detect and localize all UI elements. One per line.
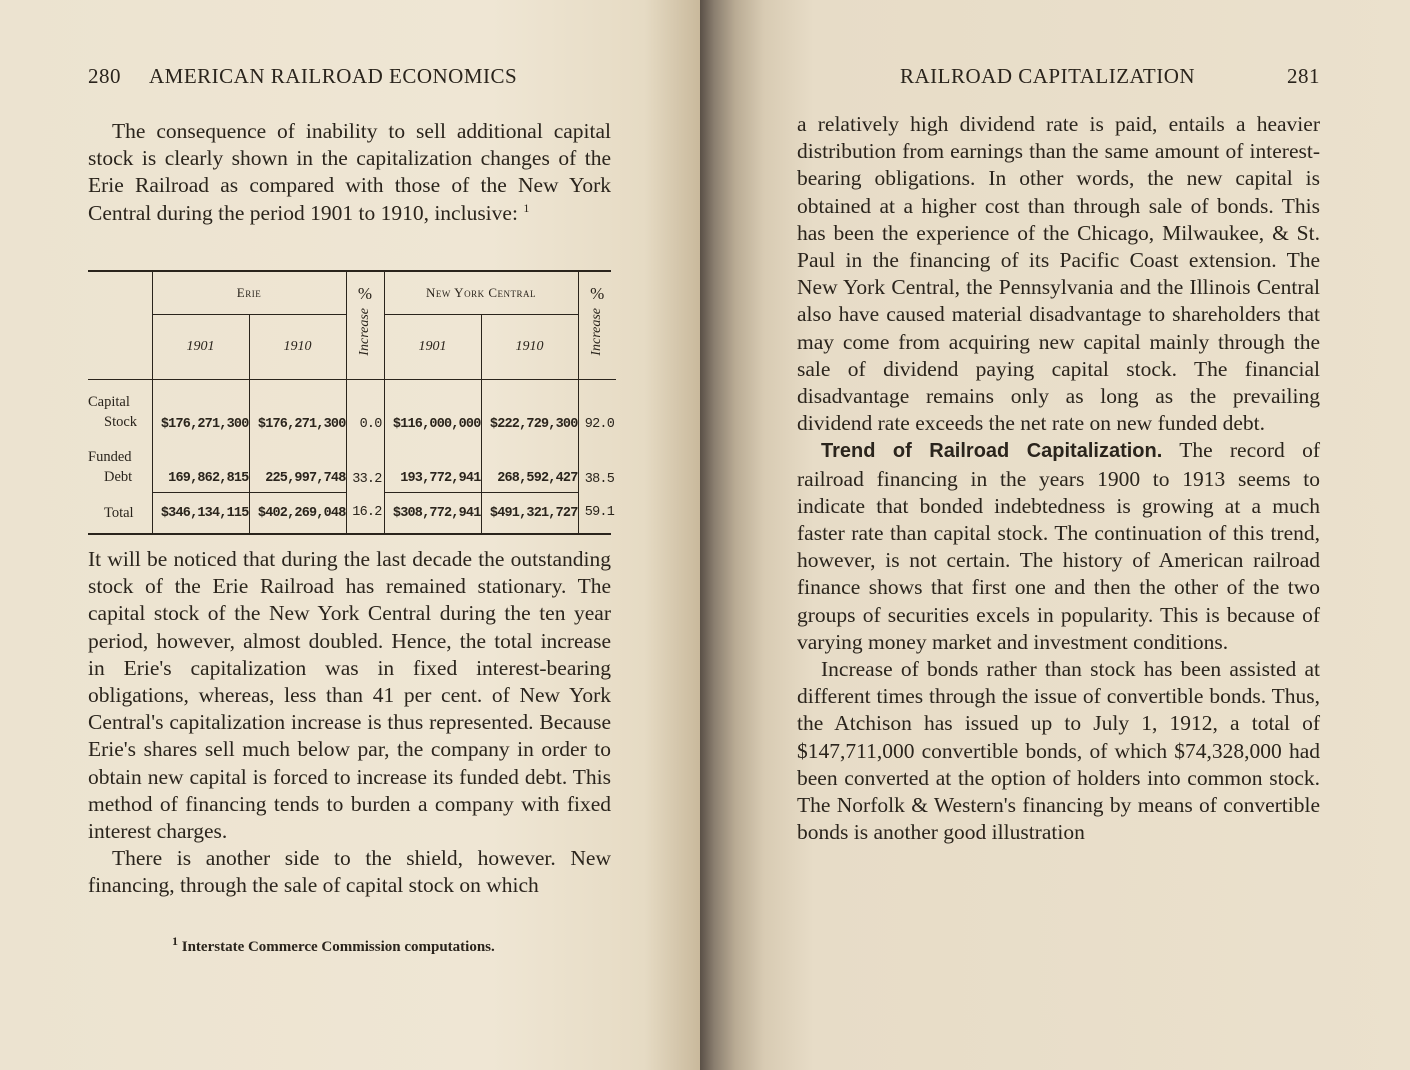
cell-nyc-1910: $222,729,300 [481,380,578,437]
right-page-number: 281 [1287,64,1320,88]
left-body-block [88,546,611,900]
cell-nyc-pct: 92.0 [584,417,615,432]
row-label-line2: Stock [104,414,138,430]
capitalization-table [88,270,615,535]
group-header-erie [152,272,346,315]
intro-paragraph-text: The consequence of inability to sell additional capital stock is clearly shown in the capitalization changes of the Erie Railroad as compared with those of the New York Central during the period 1901 to 1910, inclusive: [88,119,611,225]
cell-erie-1910: 225,997,748 [249,436,346,493]
nyc-year-1910: 1910 [481,315,578,380]
footnote-mark: 1 [172,934,178,948]
erie-year-1901: 1901 [152,315,249,380]
percent-sign: % [357,284,373,303]
row-label [88,436,152,493]
right-paragraph-3: Increase of bonds rather than stock has been assisted at different times through the issue of convertible bonds. Thus, the Atchison has issued up to July 1, 1912, a total of $147,711,000 convertible bonds, of which $74,328,000 had been converted at the option of holders into common stock. The Norfolk & Western's financing by means of convertible bonds is another good illustration [797,657,1320,845]
cell-nyc-1910: $491,321,727 [481,493,578,534]
cell-erie-pct: 16.2 [346,493,384,534]
right-running-head [900,64,1320,89]
nyc-year-1901: 1901 [384,315,481,380]
nyc-percent-increase-header [578,272,616,380]
erie-year-1910: 1910 [249,315,346,380]
table-corner [88,272,152,380]
row-label-line1: Capital [88,394,130,410]
table-row-total [88,493,616,534]
group-nyc-label: New York Central [426,285,536,300]
group-header-nyc [384,272,578,315]
cell-nyc-1901: $308,772,941 [384,493,481,534]
table-row-funded-debt [88,436,616,493]
left-page [0,0,700,1070]
footnote [172,934,495,956]
erie-percent-increase-header [346,272,384,380]
right-paragraph-2-text: The record of railroad financing in the years 1900 to 1913 seems to indicate that bonded indebtedness is growing at a much faster rate than capital stock. The continuation of this trend, however, is not certain. The history of American railroad finance shows that first one and then the other of the two groups of securities excels in popularity. This is because of varying money market and investment conditions. [797,438,1320,654]
right-body-block [797,111,1320,846]
cell-erie-1901: $346,134,115 [152,493,249,534]
cell-nyc-pct: 38.5 [584,471,615,487]
left-running-title: AMERICAN RAILROAD ECONOMICS [149,64,518,88]
cell-nyc-1910: 268,592,427 [481,436,578,493]
row-label-line2: Debt [104,468,133,485]
cell-erie-1910: $176,271,300 [249,380,346,437]
intro-paragraph [88,118,611,227]
paragraph-2: It will be noticed that during the last decade the outstanding stock of the Erie Railroad has remained stationary. The capital stock of the New York Central during the ten year period, however, almost doubled. Hence, the total increase in Erie's capitalization was in fixed interest-bearing obligations, whereas, less than 41 per cent. of New York Central's capitalization increase is thus represented. Because Erie's shares sell much below par, the company in order to obtain new capital is forced to increase its funded debt. This method of financing tends to burden a company with fixed interest charges. [88,547,611,844]
right-paragraph-2 [797,437,1320,656]
increase-label: Increase [588,308,604,356]
cell-erie-pct: 33.2 [346,436,384,493]
cell-nyc-1901: 193,772,941 [384,436,481,493]
cell-erie-1901: 169,862,815 [152,436,249,493]
row-label-line1: Funded [88,448,132,465]
cell-erie-1901: $176,271,300 [152,380,249,437]
left-intro-block [88,118,611,227]
table-row-capital-stock [88,380,616,437]
cell-erie-pct: 0.0 [346,380,384,437]
right-paragraph-1: a relatively high dividend rate is paid, entails a heavier distribution from earnings than the same amount of interest-bearing obligations. In other words, the new capital is obtained at a higher cost than through sale of bonds. This has been the experience of the Chicago, Milwaukee, & St. Paul in the financing of its Pacific Coast extension. The New York Central, the Pennsylvania and the Illinois Central also have caused material disadvantage to shareholders that may come from acquiring new capital mainly through the sale of dividend paying capital stock. The financial disadvantage remains only as long as the prevailing dividend rate exceeds the net rate on new funded debt. [797,112,1320,436]
right-page [700,0,1410,1070]
row-label [88,380,152,437]
footnote-text: Interstate Commerce Commission computations. [181,939,495,955]
percent-sign: % [590,284,605,303]
cell-nyc-1901: $116,000,000 [384,380,481,437]
increase-label: Increase [356,308,372,356]
group-erie-label: Erie [236,285,262,300]
intro-footnote-mark: 1 [523,200,530,215]
row-label-line1: Total [104,504,134,521]
cell-nyc-pct: 59.1 [584,505,615,521]
section-heading: Trend of Railroad Capitalization. [821,440,1163,463]
right-running-title: RAILROAD CAPITALIZATION [900,64,1196,88]
left-page-number: 280 [88,64,121,88]
cell-erie-1910: $402,269,048 [249,493,346,534]
left-running-head [88,64,608,89]
row-label [88,493,152,534]
paragraph-3: There is another side to the shield, however. New financing, through the sale of capital stock on which [88,846,611,898]
